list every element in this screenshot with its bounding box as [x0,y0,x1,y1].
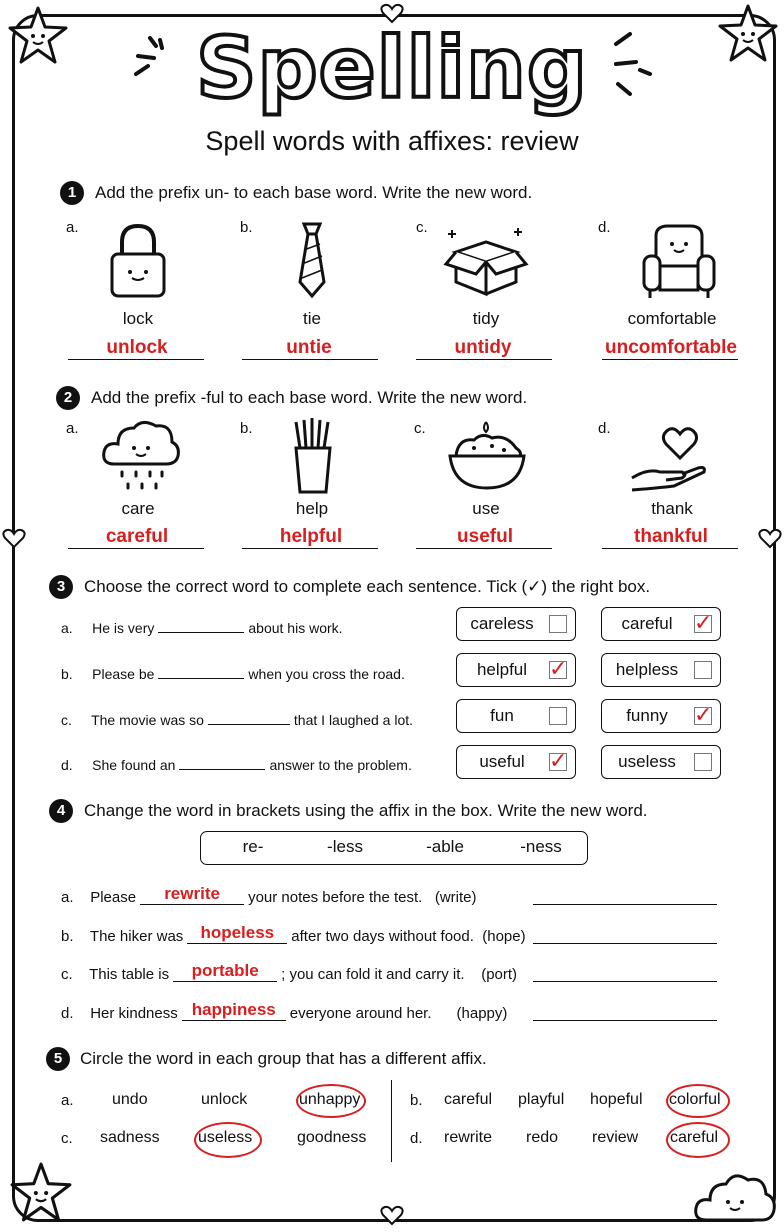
answer-line [242,548,378,549]
checkbox[interactable] [694,702,713,727]
question-instruction: Circle the word in each group that has a different affix. [80,1049,487,1068]
checkbox[interactable] [549,707,567,725]
word-option[interactable]: sadness [100,1129,160,1146]
answer-line[interactable] [533,1020,717,1021]
word-option[interactable]: rewrite [444,1129,493,1146]
item-letter: a. [61,620,73,636]
item-letter: d. [61,757,73,773]
checkbox[interactable] [549,656,568,681]
answer-text[interactable]: careful [105,526,169,547]
base-word: comfortable [627,309,717,328]
choice-option[interactable]: useful ✓ [456,745,576,779]
pencil-cup-icon [288,418,338,494]
answer-line [602,548,738,549]
rain-cloud-icon [100,420,180,496]
sentence: c. The movie was so that I laughed a lot. [61,712,414,728]
choice-option[interactable]: useless [601,745,721,779]
answer-line [68,548,204,549]
checkbox[interactable] [694,661,712,679]
answer-text[interactable]: hopeless [187,923,287,944]
item-letter: c. [61,966,73,983]
answer-text[interactable]: happiness [182,1000,286,1021]
heart-icon [2,527,26,549]
page-title: Spelling [196,19,588,117]
base-word: tidy [472,309,500,328]
necktie-icon [290,220,334,300]
question-instruction: Choose the correct word to complete each sentence. Tick (✓) the right box. [84,577,651,596]
question-number: 5 [46,1047,70,1071]
word-option[interactable]: careful [670,1129,719,1146]
item-letter: a. [66,219,79,236]
item-letter: d. [598,219,611,236]
padlock-icon [106,220,170,300]
answer-line [416,548,552,549]
item-letter: b. [240,420,253,437]
checkbox[interactable] [694,753,712,771]
answer-line[interactable] [533,904,717,905]
choice-option[interactable]: careless [456,607,576,641]
checkbox[interactable] [694,610,713,635]
star-icon [8,1160,74,1226]
answer-text[interactable]: helpful [279,526,343,547]
divider [391,1080,392,1162]
checkbox[interactable] [549,615,567,633]
answer-text[interactable]: uncomfortable [605,337,737,358]
answer-line [242,359,378,360]
answer-text[interactable]: rewrite [140,884,244,905]
word-option[interactable]: colorful [669,1091,721,1108]
hand-heart-icon [628,418,708,494]
answer-circle [666,1122,730,1158]
heart-icon [380,1204,404,1226]
choice-option[interactable]: helpless [601,653,721,687]
word-option[interactable]: playful [518,1091,565,1108]
heart-icon [758,527,782,549]
answer-text[interactable]: useful [457,526,513,547]
blank-line [179,755,265,770]
checkmark-icon: ✓ [549,748,568,773]
base-word: lock [122,309,154,328]
sentence: a. Please rewrite your notes before the test. (write) [61,884,477,906]
item-letter: c. [61,712,72,728]
word-option[interactable]: unlock [201,1091,248,1108]
item-letter: b. [61,666,73,682]
page-subtitle: Spell words with affixes: review [205,126,579,156]
question-number: 3 [49,575,73,599]
question-instruction: Add the prefix un- to each base word. Write the new word. [95,183,533,202]
base-word: use [472,499,500,518]
choice-option[interactable]: funny ✓ [601,699,721,733]
word-option[interactable]: undo [112,1091,148,1108]
item-letter: a. [66,420,79,437]
choice-option[interactable]: careful ✓ [601,607,721,641]
answer-circle [194,1122,262,1158]
item-letter: b. [240,219,253,236]
answer-text[interactable]: untie [286,337,332,358]
checkmark-icon: ✓ [549,656,568,681]
item-letter: b. [410,1092,423,1109]
sentence: d. Her kindness happiness everyone around her. (happy) [61,1000,508,1022]
blank-line [208,710,290,725]
answer-text[interactable]: unlock [106,337,168,358]
checkbox[interactable] [549,748,568,773]
item-letter: a. [61,889,74,906]
answer-circle [296,1084,366,1118]
open-box-icon [440,222,532,300]
item-letter: c. [414,420,426,437]
item-letter: d. [61,1005,74,1022]
bowl-icon [446,420,528,494]
affix: -ness [520,837,562,856]
base-word: care [121,499,155,518]
item-letter: c. [61,1130,73,1147]
word-option[interactable]: useless [198,1129,253,1146]
question-number: 1 [60,181,84,205]
word-option[interactable]: hopeful [590,1091,643,1108]
base-word: help [295,499,329,518]
sentence: a. He is very about his work. [61,620,343,636]
answer-line[interactable] [533,943,717,944]
question-instruction: Add the prefix -ful to each base word. Write the new word. [91,388,528,407]
affix: -less [327,837,363,856]
question-instruction: Change the word in brackets using the affix in the box. Write the new word. [84,801,648,820]
word-option[interactable]: redo [526,1129,559,1146]
sentence: b. The hiker was hopeless after two days without food. (hope) [61,923,526,945]
answer-text[interactable]: thankful [634,526,708,547]
answer-line[interactable] [533,981,717,982]
sentence: c. This table is portable ; you can fold it and carry it. (port) [61,961,518,983]
sentence: b. Please be when you cross the road. [61,666,405,682]
answer-line [602,359,738,360]
answer-line [68,359,204,360]
item-letter: b. [61,928,74,945]
word-option[interactable]: review [592,1129,639,1146]
question-number: 4 [49,799,73,823]
answer-text[interactable]: untidy [454,337,512,358]
checkmark-icon: ✓ [694,610,713,635]
armchair-icon [640,222,718,300]
blank-line [158,664,244,679]
choice-option[interactable]: helpful ✓ [456,653,576,687]
choice-option[interactable]: fun [456,699,576,733]
affix: re- [242,837,264,856]
question-number: 2 [56,386,80,410]
item-letter: c. [416,219,428,236]
item-letter: a. [61,1092,74,1109]
cloud-icon [692,1166,778,1226]
answer-line [416,359,552,360]
checkmark-icon: ✓ [694,702,713,727]
base-word: thank [651,499,693,518]
affix: -able [426,837,464,856]
word-option[interactable]: unhappy [299,1091,361,1108]
blank-line [158,618,244,633]
item-letter: d. [598,420,611,437]
base-word: tie [303,309,321,328]
word-option[interactable]: careful [444,1091,493,1108]
answer-circle [666,1084,730,1118]
sentence: d. She found an answer to the problem. [61,757,412,773]
affix-box [200,831,588,865]
answer-text[interactable]: portable [173,961,277,982]
word-option[interactable]: goodness [297,1129,367,1146]
item-letter: d. [410,1130,423,1147]
